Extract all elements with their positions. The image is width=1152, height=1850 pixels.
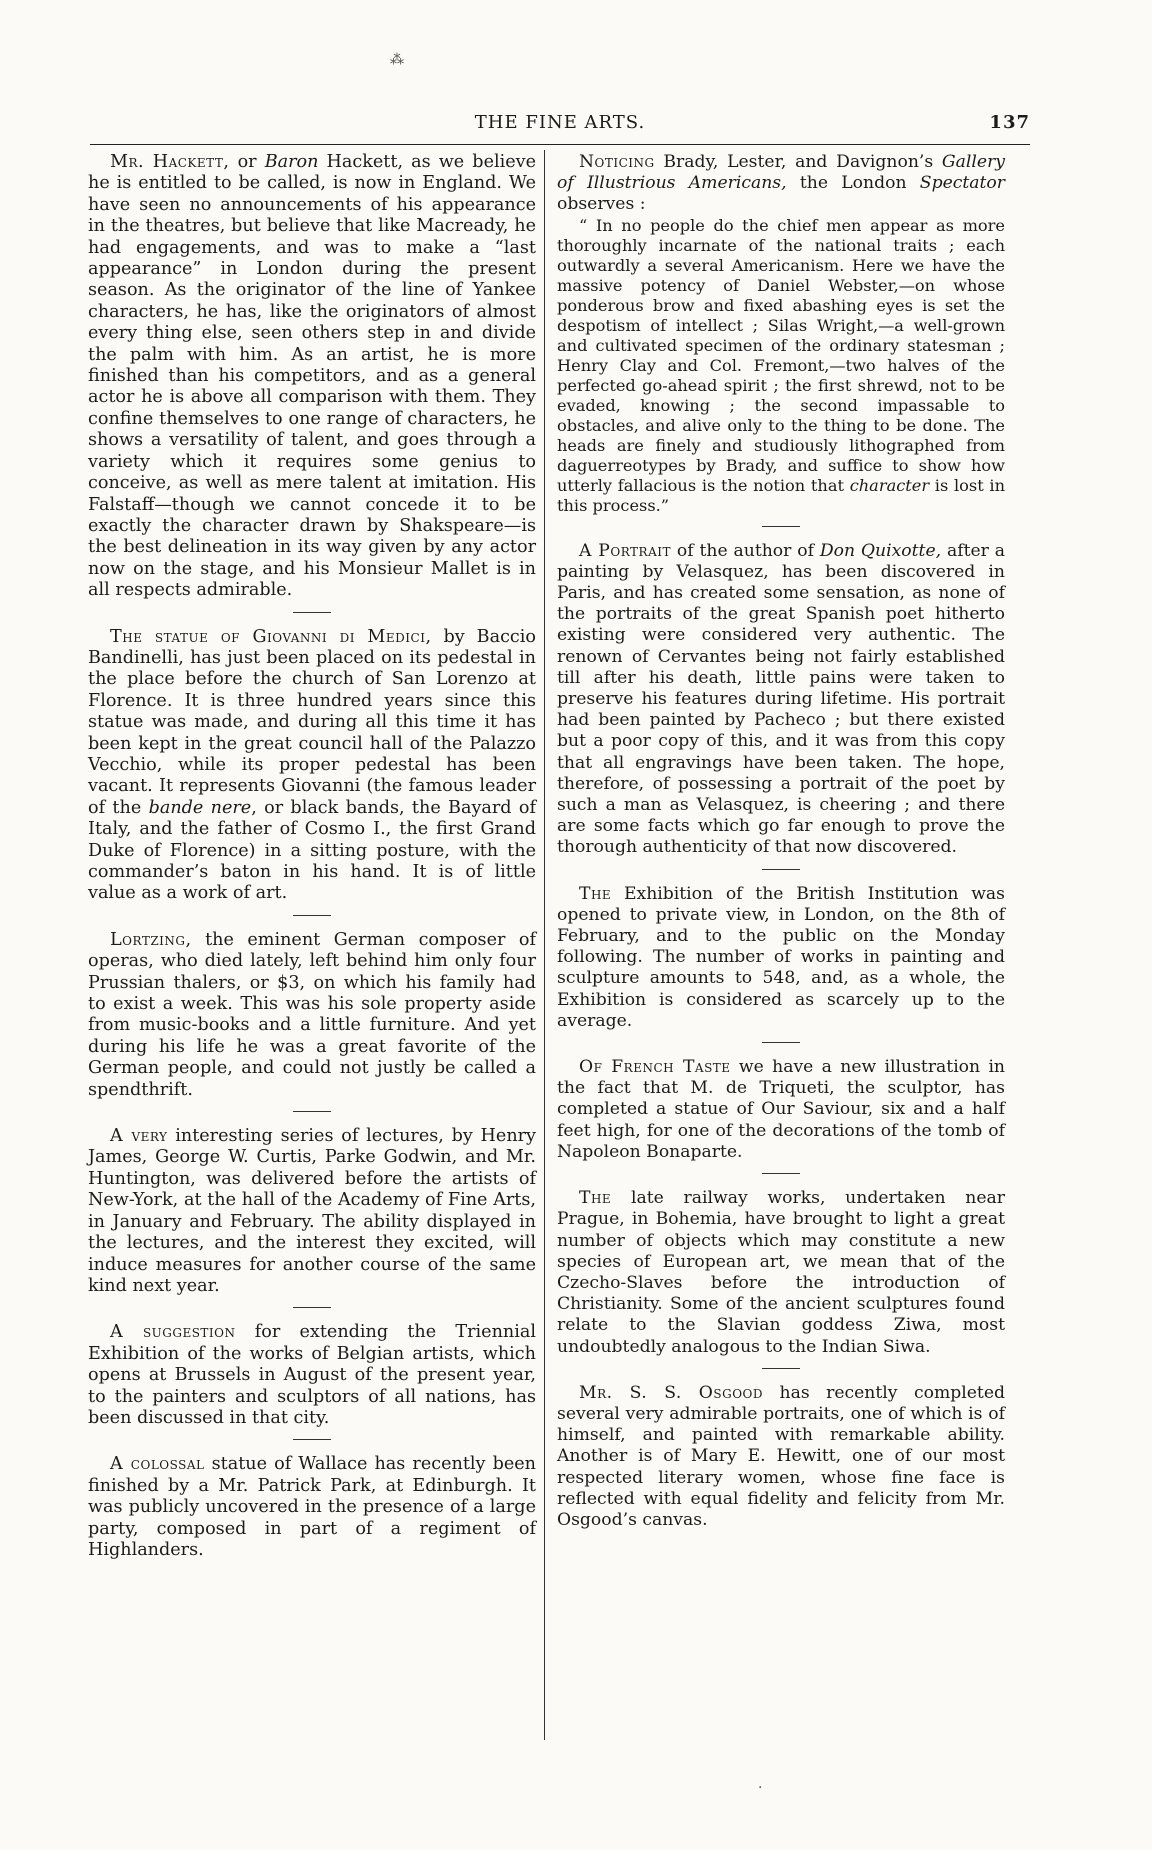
lead-portrait: A Portrait [579,540,671,561]
text-lortzing-body: the eminent German composer of operas, who died lately, left behind him only four Prussian thalers, or $3, on which his family had to exist a week. This was his sole property aside from music-books and a little furniture. And yet during his life he was a great favorite of the German people, and could not justly be called a spendthrift. [88,929,536,1100]
em-bande-nere: bande nere [148,797,252,818]
article-suggestion [88,1322,536,1429]
article-osgood [557,1383,1005,1531]
text-noticing-body2: the London [786,173,920,194]
lead-railway: The [579,1188,612,1209]
text-osgood-body: has recently completed several very admirable portraits, one of which is of himself, and painted with remarkable ability. Another is of Mary E. Hewitt, one of our most respected literary women, whose fine face is reflected with equal fidelity and felicity from Mr. Osgood’s canvas. [557,1382,1006,1530]
lead-suggestion: A suggestion [110,1322,236,1343]
lead-exhibition: The [579,883,612,904]
text-hackett-mid: or [229,152,265,172]
text-portrait-body2: after a painting by Velasquez, has been discovered in Paris, and has created some sensation, as none of the portraits of the great Spanish poet hitherto existing were considered very authentic. The renown of Cervantes being not fairly established till after his death, little pains were taken to preserve his features during lifetime. His portrait had been painted by Pacheco ; but there existed but a poor copy of this, and it was from this copy that all engravings have been taken. The hope, therefore, of possessing a portrait of the poet by such a man as Velasquez, is cheering ; and there are some facts which go far enough to prove the thorough authenticity of that now discovered. [557,540,1005,858]
separator-rule [293,915,331,916]
lead-colossal: A colossal [110,1454,205,1475]
lead-osgood: Mr. S. S. Osgood [579,1382,764,1403]
article-statue [88,627,536,905]
separator-rule [762,526,800,527]
separator-rule [293,612,331,613]
em-don-quixotte: Don Quixotte, [819,540,942,561]
article-lortzing [88,930,536,1101]
text-railway-body: late railway works, undertaken near Prague, in Bohemia, have brought to light a great number of objects which may constitute a new species of European art, we mean that of the Czecho-Slaves before the introduction of Christianity. Some of the ancient sculptures found relate to the Slavian goddess Ziwa, most undoubtedly analogous to the Indian Siwa. [557,1188,1005,1357]
running-title: THE FINE ARTS. [474,112,646,133]
text-noticing-body3: observes : [557,194,646,215]
article-colossal [88,1454,536,1561]
article-railway [557,1188,1005,1358]
lead-statue: The statue of Giovanni di Medici, [110,626,432,647]
top-ornament: ⁂ [390,52,404,68]
column-divider [544,150,545,1740]
text-quote1: “ In no people do the chief men appear as more thoroughly incarnate of the national traits ; each outwardly a several Americanism. Here we have the massive potency of Daniel Webster,—on whose ponderous brow and fixed abashing eyes is set the despotism of intellect ; Silas Wright,—a well-grown and cultivated specimen of the ordinary statesman ; Henry Clay and Col. Fremont,—two halves of the perfected go-ahead spirit ; the first shrewd, not to be evaded, knowing ; the second impassable to obstacles, and alive only to the thing to be done. The heads are finely and studiously lithographed from daguerreotypes by Brady, and suffice to show how utterly fallacious is the notion that [557,215,1005,495]
text-french-body: we have a new illustration in the fact that M. de Triqueti, the sculptor, has completed a statue of Our Saviour, six and a half feet high, for one of the decorations of the tomb of Napoleon Bonaparte. [557,1057,1006,1162]
article-french [557,1057,1005,1163]
bottom-speck: · [758,1780,763,1796]
separator-rule [762,869,800,870]
separator-rule [762,1368,800,1369]
em-spectator: Spectator [919,173,1005,194]
article-hackett [88,152,536,602]
separator-rule [293,1439,331,1440]
em-character: character [849,475,930,495]
lead-lectures: A very [110,1126,168,1147]
article-lectures [88,1126,536,1297]
running-header [90,108,1030,144]
lead-hackett: Mr. Hackett, [110,152,230,172]
quote-spectator [557,216,1005,516]
text-statue-body2: , or black bands, the Bayard of Italy, and the father of Cosmo I., the first Grand Duke of Florence) in a sitting posture, with the commander’s baton in his hand. It is of little value as a work of art. [88,797,536,904]
text-hackett-body: Hackett, as we believe he is entitled to be called, is now in England. We have seen no announcements of his appearance in the theatres, but believe that like Macready, he had engagements, and was to make a “last appearance” in London during the present season. As the originator of the line of Yankee characters, he has, like the originators of almost every thing else, seen others step in and divide the palm with him. As an artist, he is more finished than his competitors, and as a general actor he is above all comparison with them. They confine themselves to one range of characters, he shows a versatility of talent, and goes through a variety which it requires some genius to conceive, as well as mere talent at imitation. His Falstaff—though we cannot concede it to be exactly the character drawn by Shakspeare—is the best delineation in its way given by any actor now on the stage, and his Monsieur Mallet is in all respects admirable. [88,152,536,601]
article-portrait [557,541,1005,859]
em-baron: Baron [264,152,319,172]
lead-lortzing: Lortzing, [110,929,192,950]
separator-rule [762,1042,800,1043]
lead-noticing: Noticing [579,152,655,172]
right-column [557,152,1005,1531]
article-exhibition [557,884,1005,1032]
text-exhibition-body: Exhibition of the British Institution was opened to private view, in London, on the 8th of February, and to the public on the Monday following. The number of works in painting and sculpture amounts to 548, and, as a whole, the Exhibition is considered as scarcely up to the average. [557,883,1005,1031]
header-rule [90,144,1030,145]
text-quote2: is lost in this process.” [557,475,1005,515]
text-colossal-body: statue of Wallace has recently been finished by a Mr. Patrick Park, at Edinburgh. It was publicly uncovered in the presence of a large party, composed in part of a regiment of Highlanders. [88,1454,536,1560]
text-noticing-body1: Brady, Lester, and Davignon’s [654,152,942,172]
text-lectures-body: interesting series of lectures, by Henry James, George W. Curtis, Parke Godwin, and Mr. Huntington, was delivered before the artists of New-York, at the hall of the Academy of Fine Arts, in January and February. The ability displayed in the lectures, and the interest they excited, will induce measures for another course of the same kind next year. [88,1126,536,1296]
separator-rule [293,1307,331,1308]
separator-rule [762,1173,800,1174]
separator-rule [293,1111,331,1112]
page-number: 137 [989,112,1030,133]
article-noticing [557,152,1005,216]
text-portrait-body1: of the author of [670,540,820,561]
left-column [88,152,536,1561]
lead-french: Of French Taste [579,1057,731,1078]
text-suggestion-body: for extending the Triennial Exhibition of the works of Belgian artists, which opens at Brussels in August of the present year, to the painters and sculptors of all nations, has been discussed in that city. [88,1322,536,1428]
em-gallery: Gallery of Illustrious Americans, [557,152,1005,194]
text-statue-body1: by Baccio Bandinelli, has just been placed on its pedestal in the place before the church of San Lorenzo at Florence. It is three hundred years since this statue was made, and during all this time it has been kept in the great council hall of the Palazzo Vecchio, while its proper pedestal has been vacant. It represents Giovanni (the famous leader of the [88,626,537,818]
